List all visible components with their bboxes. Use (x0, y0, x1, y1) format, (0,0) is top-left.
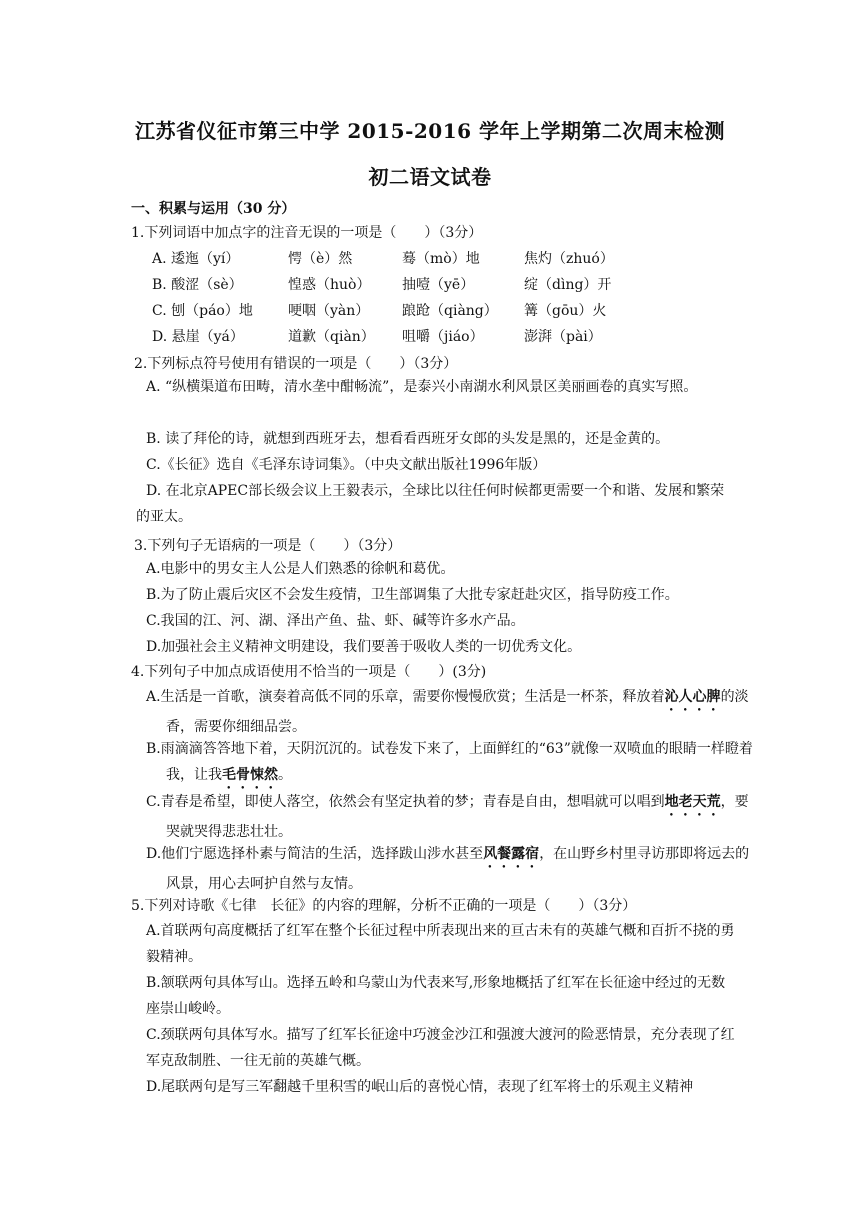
question-3-option-a: A.电影中的男女主人公是人们熟悉的徐帆和葛优。 (146, 561, 455, 577)
question-2-option-c: C.《长征》选自《毛泽东诗词集》。（中央文献出版社1996年版） (146, 457, 547, 473)
question-2-option-b: B. 读了拜伦的诗，就想到西班牙去，想看看西班牙女郎的头发是黑的，还是金黄的。 (146, 431, 670, 447)
option-cell: A. 逶迤（yí） (152, 251, 240, 267)
question-1-row-d (152, 326, 752, 346)
question-5-option-a: A.首联两句高度概括了红军在整个长征过程中所表现出来的亘古未有的英雄气概和百折不挠的勇毅精神。 (146, 923, 735, 965)
option-cell: 焦灼（zhuó） (524, 251, 614, 267)
option-cell: 蓦（mò）地 (402, 251, 480, 267)
exam-subtitle: 初二语文试卷 (368, 165, 492, 189)
question-1-row-c (152, 300, 752, 320)
option-cell: 踉跄（qiàng） (402, 303, 498, 319)
option-text: A.生活是一首歌，演奏着高低不同的乐章，需要你慢慢欣赏；生活是一杯茶，释放着 (146, 689, 665, 705)
option-cell: 愕（è）然 (288, 251, 353, 267)
idiom-emphasis: 地老天荒 (664, 794, 721, 810)
question-2-option-a: A. “纵横渠道布田畴，清水垄中酣畅流”，是泰兴小南湖水利风景区美丽画卷的真实写照。 (146, 379, 698, 395)
question-1-row-b (152, 274, 752, 294)
question-3-stem: 3.下列句子无语病的一项是（ ）（3分） (134, 538, 402, 554)
question-5-stem: 5.下列对诗歌《七律 长征》的内容的理解，分析不正确的一项是（ ）（3分） (131, 898, 637, 914)
option-cell: 篝（gōu）火 (524, 303, 607, 319)
option-cell: 绽（dìng）开 (524, 277, 612, 293)
idiom-emphasis: 沁人心脾 (664, 689, 721, 705)
question-5-option-c: C.颈联两句具体写水。描写了红军长征途中巧渡金沙江和强渡大渡河的险恶情景，充分表现了红军克敌制胜、一往无前的英雄气概。 (146, 1027, 735, 1069)
option-cell: 哽咽（yàn） (288, 303, 370, 319)
option-cell: 惶惑（huò） (288, 277, 371, 293)
question-4-option-d (146, 841, 756, 897)
question-2-stem: 2.下列标点符号使用有错误的一项是（ ）（3分） (134, 356, 458, 372)
idiom-emphasis: 毛骨悚然 (222, 767, 278, 783)
question-4-option-a (146, 684, 756, 740)
option-text: 的淡香，需要你细细品尝。 (166, 689, 749, 735)
option-text: ，要哭就哭得悲悲壮壮。 (166, 794, 749, 840)
question-3-option-c: C.我国的江、河、湖、泽出产鱼、盐、虾、碱等许多水产品。 (146, 613, 525, 629)
question-1-stem: 1.下列词语中加点字的注音无误的一项是（ ）（3分） (131, 225, 483, 241)
option-cell: B. 酸涩（sè） (152, 277, 243, 293)
option-cell: 道歉（qiàn） (288, 329, 375, 345)
option-cell: D. 悬崖（yá） (152, 329, 244, 345)
idiom-emphasis: 风餐露宿 (483, 846, 540, 862)
question-1-row-a (152, 248, 752, 268)
question-3-option-b: B.为了防止震后灾区不会发生疫情，卫生部调集了大批专家赶赴灾区，指导防疫工作。 (146, 587, 679, 603)
question-5-option-d: D.尾联两句是写三军翻越千里积雪的岷山后的喜悦心情，表现了红军将士的乐观主义精神 (146, 1079, 694, 1095)
option-cell: 咀嚼（jiáo） (402, 329, 484, 345)
option-text: B.雨滴滴答答地下着，天阴沉沉的。试卷发下来了，上面鲜红的“63”就像一双喷血的眼睛一样瞪着我，让我 (146, 741, 753, 783)
section-heading: 一、积累与运用（30 分） (131, 201, 296, 217)
question-4-stem: 4.下列句子中加点成语使用不恰当的一项是（ ）(3分) (131, 664, 487, 680)
question-4-option-b (146, 736, 756, 792)
question-4-option-c (146, 789, 756, 845)
option-cell: 澎湃（pài） (524, 329, 602, 345)
option-text: C.青春是希望，即使人落空，依然会有坚定执着的梦；青春是自由，想唱就可以唱到 (146, 794, 665, 810)
option-text: ，在山野乡村里寻访那即将远去的风景，用心去呵护自然与友情。 (166, 846, 750, 892)
question-5-option-b: B.颔联两句具体写山。选择五岭和乌蒙山为代表来写,形象地概括了红军在长征途中经过的无数座崇山峻岭。 (146, 975, 726, 1017)
question-2-option-d: D. 在北京APEC部长级会议上王毅表示，全球比以往任何时候都更需要一个和谐、发展和繁荣的亚太。 (136, 483, 725, 525)
option-cell: 抽噎（yē） (402, 277, 475, 293)
question-3-option-d: D.加强社会主义精神文明建设，我们要善于吸收人类的一切优秀文化。 (146, 639, 582, 655)
option-text: 。 (278, 767, 292, 783)
option-cell: C. 刨（páo）地 (152, 303, 253, 319)
option-text: D.他们宁愿选择朴素与简洁的生活，选择跋山涉水甚至 (146, 846, 484, 862)
exam-title: 江苏省仪征市第三中学 2015-2016 学年上学期第二次周末检测 (134, 119, 726, 143)
